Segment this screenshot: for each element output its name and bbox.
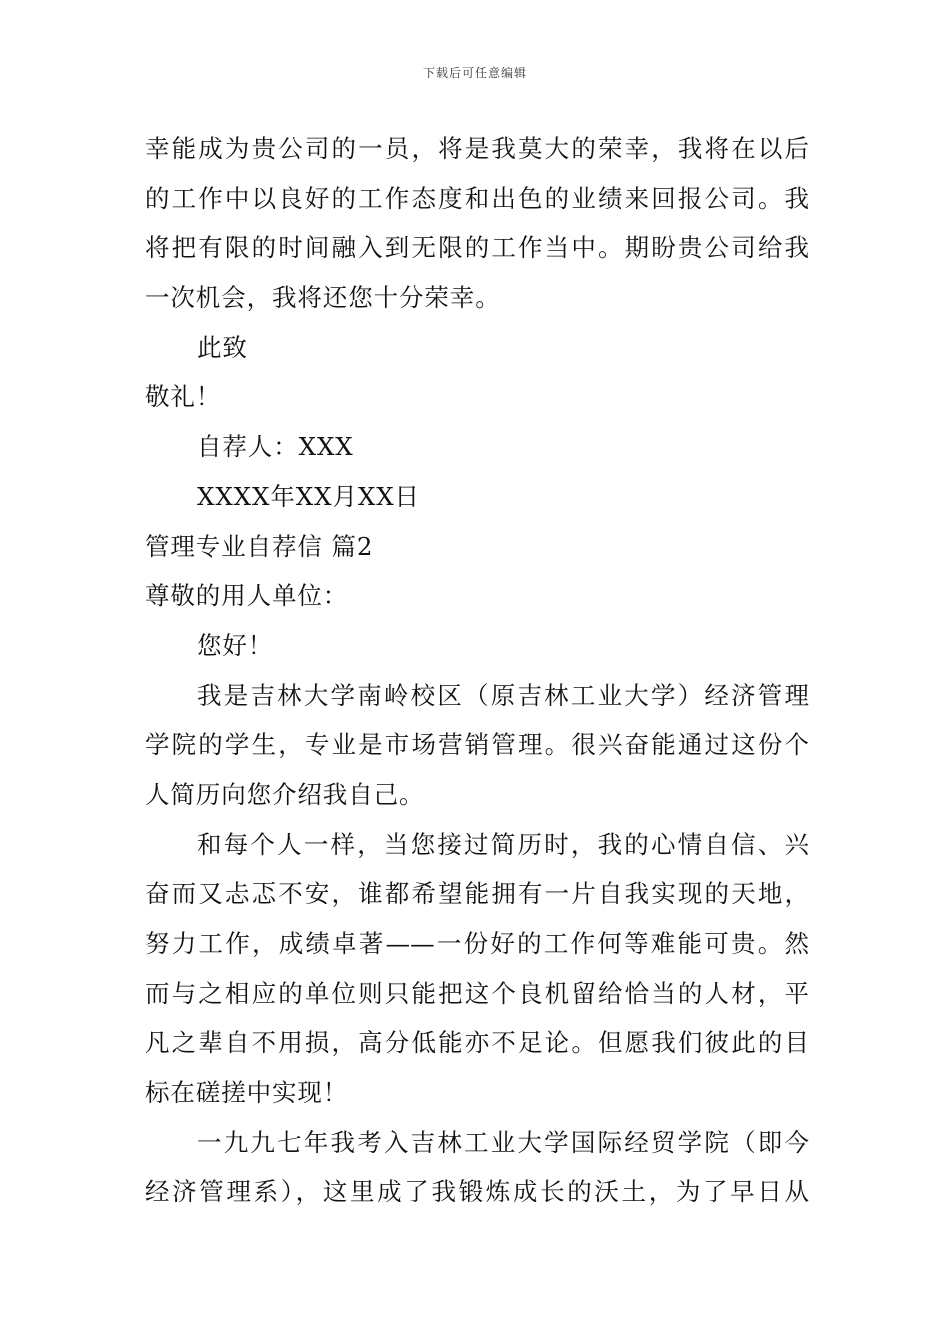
text-line: 标在磋搓中实现！ [145, 1078, 349, 1108]
text-line: 此致 [197, 332, 248, 362]
text-line: 敬礼！ [145, 382, 222, 412]
text-line: 幸能成为贵公司的一员，将是我莫大的荣幸，我将在以后 [145, 134, 809, 163]
text-line: 您好！ [197, 630, 274, 660]
text-line: 一次机会，我将还您十分荣幸。 [145, 283, 501, 313]
text-line: 尊敬的用人单位： [145, 581, 349, 611]
text-line: 经济管理系），这里成了我锻炼成长的沃土，为了早日从 [145, 1177, 809, 1207]
text-line: 一九九七年我考入吉林工业大学国际经贸学院（即今 [197, 1127, 809, 1157]
text-line: 努力工作，成绩卓著——一份好的工作何等难能可贵。然 [145, 929, 809, 958]
text-line: 凡之辈自不用损，高分低能亦不足论。但愿我们彼此的目 [145, 1028, 809, 1058]
text-line: 的工作中以良好的工作态度和出色的业绩来回报公司。我 [145, 183, 809, 213]
text-line: 学院的学生，专业是市场营销管理。很兴奋能通过这份个 [145, 730, 809, 760]
text-line: 和每个人一样，当您接过简历时，我的心情自信、兴 [197, 829, 809, 859]
text-line: XXXX年XX月XX日 [197, 481, 420, 511]
text-line: 人简历向您介绍我自己。 [145, 779, 425, 809]
text-line: 自荐人：XXX [197, 432, 354, 462]
text-line: 奋而又忐忑不安，谁都希望能拥有一片自我实现的天地， [145, 879, 809, 909]
document-body [145, 124, 809, 1217]
text-line: 我是吉林大学南岭校区（原吉林工业大学）经济管理 [197, 680, 809, 710]
page-header: 下载后可任意编辑 [422, 66, 527, 80]
text-line: 而与之相应的单位则只能把这个良机留给恰当的人材，平 [145, 978, 809, 1008]
text-line: 管理专业自荐信 篇2 [145, 531, 374, 561]
text-line: 将把有限的时间融入到无限的工作当中。期盼贵公司给我 [145, 233, 809, 263]
